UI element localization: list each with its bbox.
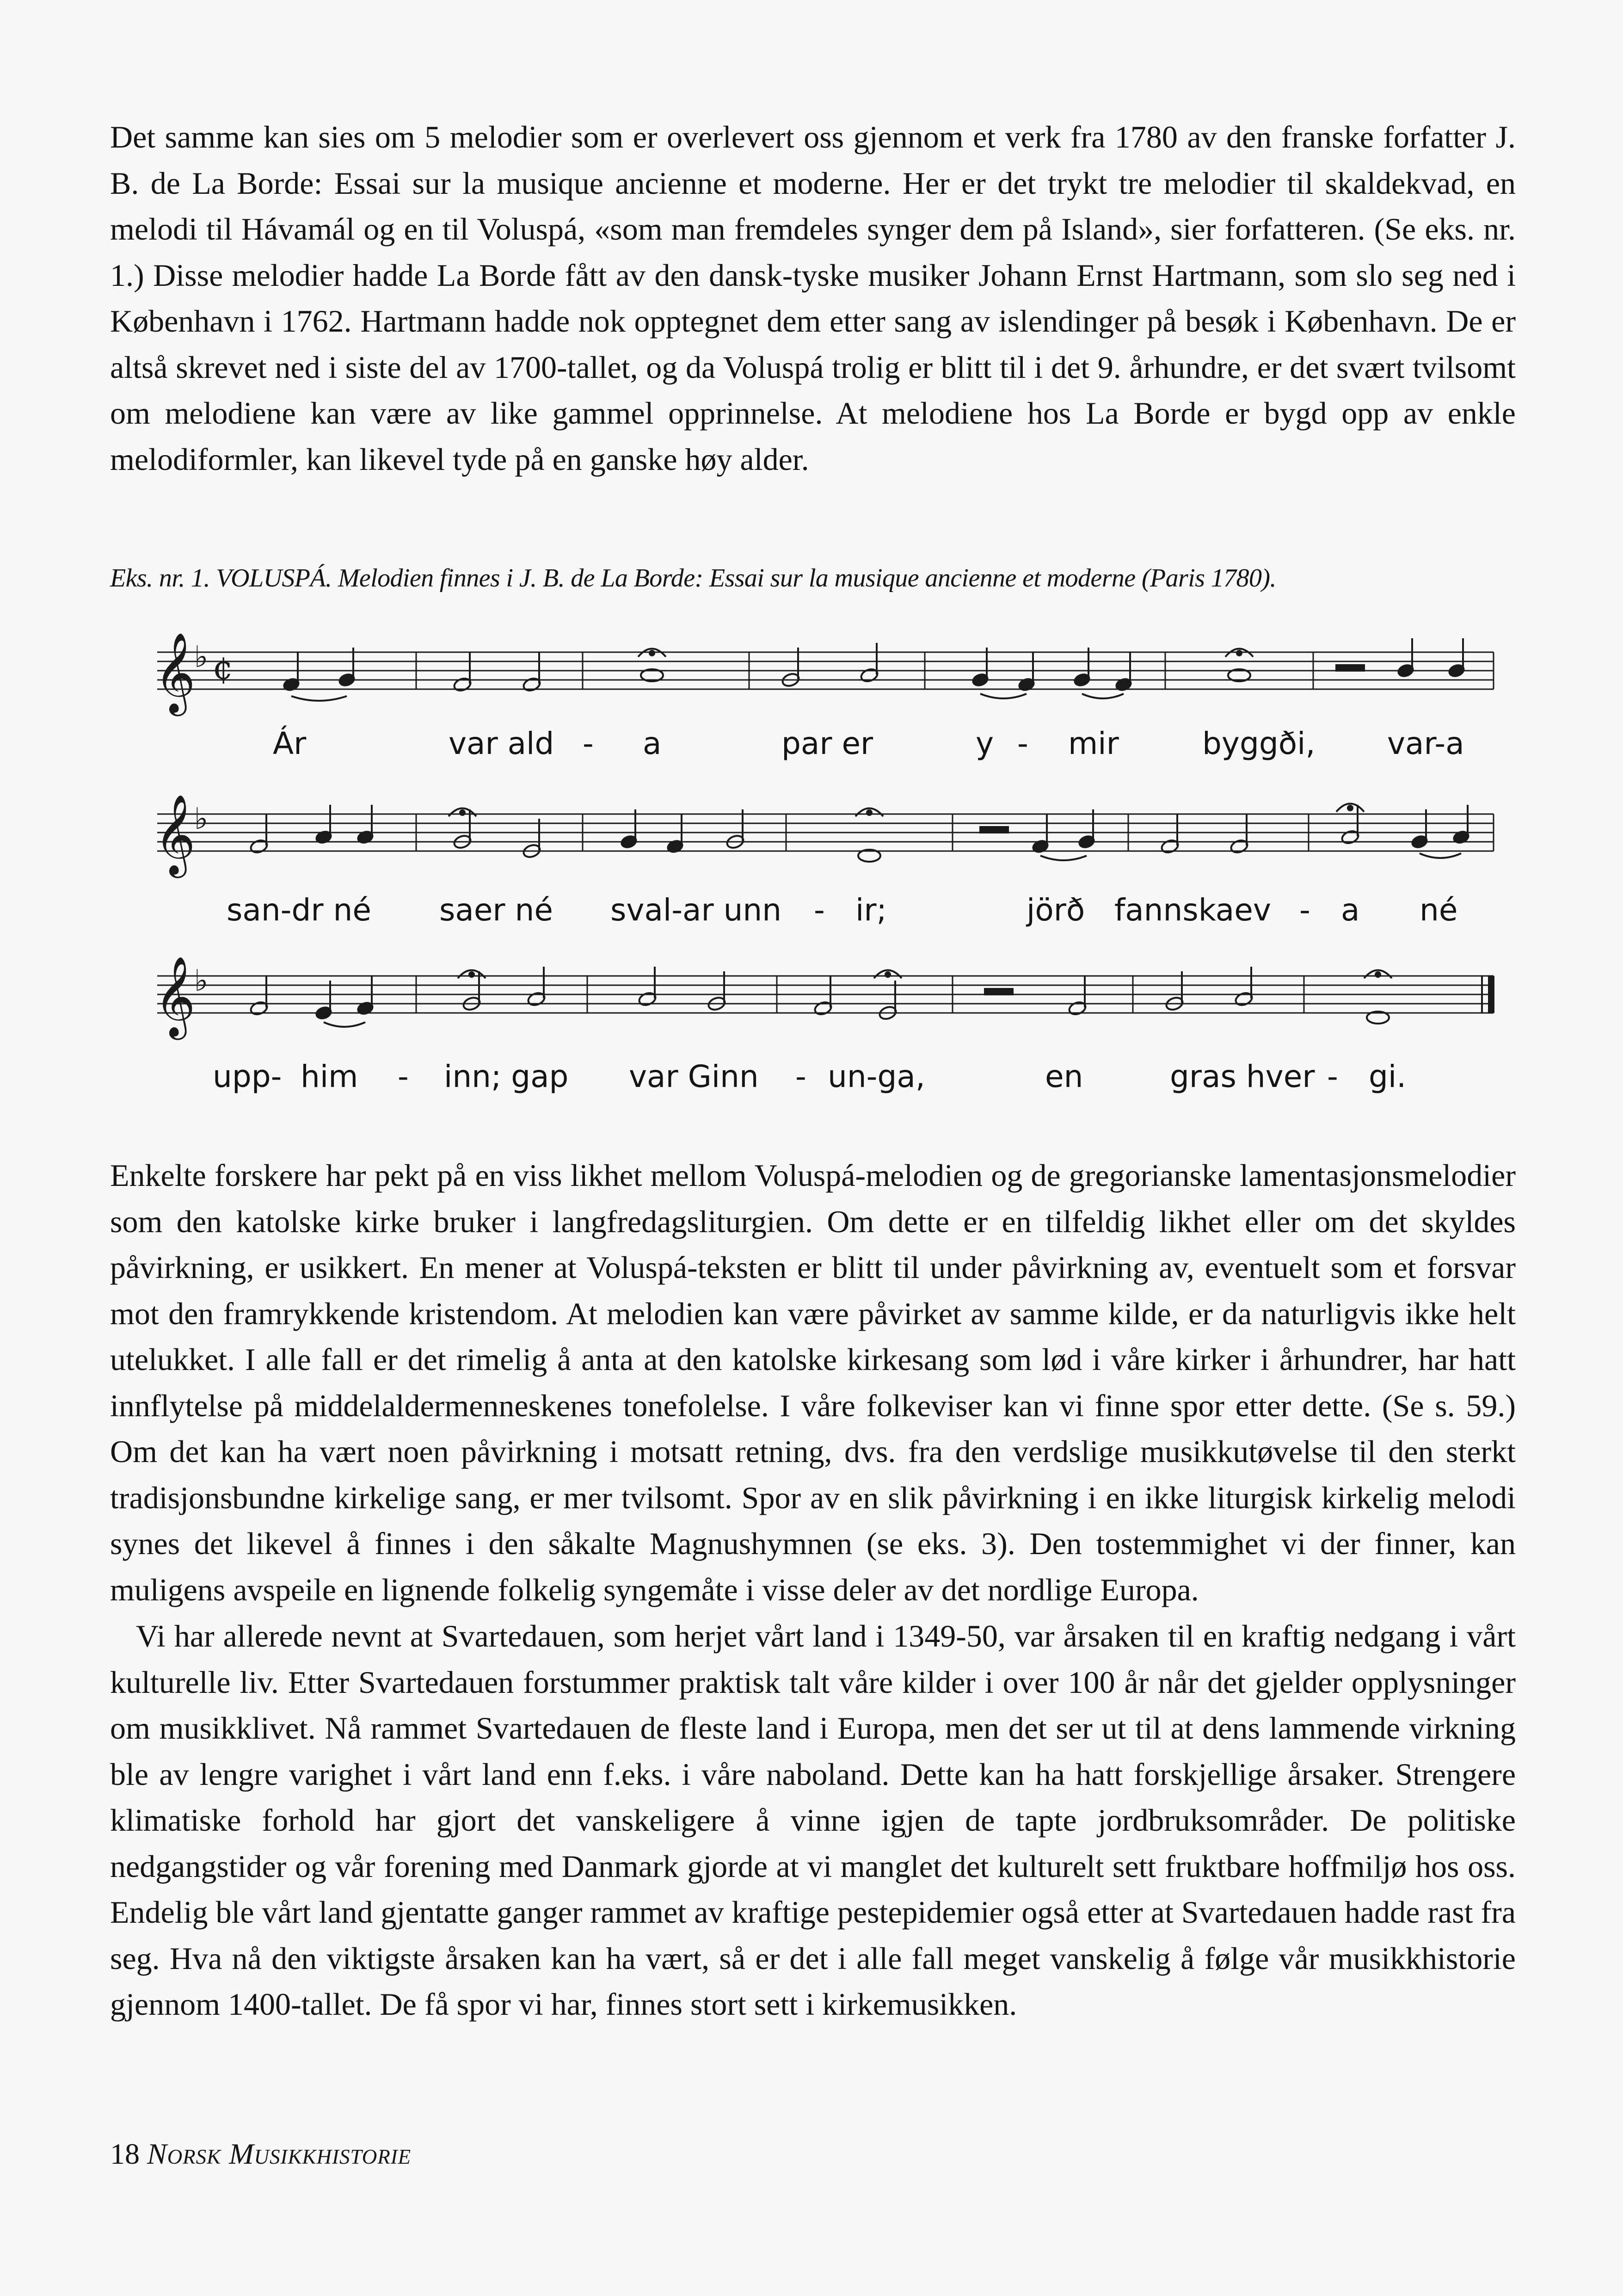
lyric: - — [795, 1059, 806, 1094]
treble-clef-icon: 𝄞 — [154, 632, 196, 713]
lyric: - — [398, 1059, 409, 1094]
paragraph-3: Vi har allerede nevnt at Svartedauen, som herjet vårt land i 1349-50, var årsaken til en kraftig nedgang i vårt kulturelle liv. Etter Svartedauen forstummer praktisk talt våre kilder i over 100 år når det gjelder opplysninger om musikklivet. Nå rammet Svartedauen de fleste land i Europa, men det ser ut til at dens lammende virkning ble av lengre varighet i vårt land enn f.eks. i våre naboland. Dette kan ha hatt forskjellige årsaker. Strengere klimatiske forhold har gjort det vanskeligere å vinne igjen de tapte jordbruksområder. De politiske nedgangstider og vår forening med Danmark gjorde at vi manglet det kulturelt sett fruktbare hoffmiljø hos oss. Endelig ble vårt land gjentatte ganger rammet av kraftige pestepidemier også etter at Svartedauen hadde rast fra seg. Hva nå den viktigste årsaken kan ha vært, så er det i alle fall meget vanskelig å følge vår musikkhistorie gjennom 1400-tallet. De få spor vi har, finnes stort sett i kirkemusikken. — [110, 1618, 1516, 2022]
lyric: - — [1017, 726, 1028, 761]
flat-icon: ♭ — [194, 802, 209, 836]
lyric: san-dr né — [227, 892, 371, 928]
book-title: Norsk Musikkhistorie — [147, 2137, 412, 2170]
lyric: var ald — [449, 726, 554, 761]
lyric: né — [1420, 892, 1458, 928]
lyric: - — [1299, 892, 1310, 928]
lyric: sval-ar unn — [610, 892, 782, 928]
lyric: un-ga, — [828, 1059, 925, 1094]
music-example — [139, 601, 1517, 1129]
paragraph-1: Det samme kan sies om 5 melodier som er overlevert oss gjennom et verk fra 1780 av den franske forfatter J. B. de La Borde: Essai sur la musique ancienne et moderne. Her er det trykt tre melodier til skaldekvad, en melodi til Hávamál og en til Voluspá, «som man fremdeles synger dem på Island», sier forfatteren. (Se eks. nr. 1.) Disse melodier hadde La Borde fått av den dansk-tyske musiker Johann Ernst Hartmann, som slo seg ned i København i 1762. Hartmann hadde nok opptegnet dem etter sang av islendinger på besøk i København. De er altså skrevet ned i siste del av 1700-tallet, og da Voluspá trolig er blitt til i det 9. århundre, er det svært tvilsomt om melodiene kan være av like gammel opprinnelse. At melodiene hos La Borde er bygd opp av enkle melodiformler, kan likevel tyde på en ganske høy alder. — [110, 119, 1516, 477]
lyric: par er — [781, 726, 873, 761]
flat-icon: ♭ — [194, 964, 209, 998]
lyric: saer né — [439, 892, 553, 928]
lyric: Ár — [273, 726, 307, 761]
lyric: fannskaev — [1114, 892, 1271, 928]
lyric: byggði, — [1202, 726, 1316, 761]
cut-time-icon: ¢ — [213, 649, 234, 687]
lyric: upp- — [213, 1059, 282, 1094]
lyric: mir — [1068, 726, 1119, 761]
lyric: jörð — [1027, 892, 1085, 928]
page-footer — [110, 2137, 411, 2171]
treble-clef-icon: 𝄞 — [154, 956, 196, 1037]
lyric: - — [583, 726, 594, 761]
flat-icon: ♭ — [194, 640, 209, 674]
staff-system-2 — [157, 814, 1494, 851]
treble-clef-icon: 𝄞 — [154, 794, 196, 875]
lyric: en — [1045, 1059, 1083, 1094]
paragraph-2: Enkelte forskere har pekt på en viss likhet mellom Voluspá-melodien og de gregorianske lamentasjonsmelodier som den katolske kirke bruker i langfredagsliturgien. Om dette er en tilfeldig likhet eller om det skyldes påvirkning, er usikkert. En mener at Voluspá-teksten er blitt til under påvirkning av, eventuelt som et forsvar mot den framrykkende kristendom. At melodien kan være påvirket av samme kilde, er da naturligvis ikke helt utelukket. I alle fall er det rimelig å anta at den katolske kirkesang som lød i våre kirker i århundrer, har hatt innflytelse på middelaldermenneskenes tonefolelse. I våre folkeviser kan vi finne spor etter dette. (Se s. 59.) Om det kan ha vært noen påvirkning i motsatt retning, dvs. fra den verdslige musikkutøvelse til den sterkt tradisjonsbundne kirkelige sang, er mer tvilsomt. Spor av en slik påvirkning i en ikke liturgisk kirkelig melodi synes det likevel å finnes i den såkalte Magnushymnen (se eks. 3). Den tostemmighet vi der finner, kan muligens avspeile en lignende folkelig syngemåte i visse deler av det nordlige Europa. — [110, 1158, 1516, 1607]
lyric: gi. — [1369, 1059, 1407, 1094]
lyric: var Ginn — [629, 1059, 759, 1094]
notes-system-1 — [283, 638, 1465, 701]
lyric: y — [976, 726, 994, 761]
page-number: 18 — [110, 2137, 140, 2170]
lyric: a — [643, 726, 662, 761]
staff-system-3 — [157, 976, 1494, 1013]
lyric: him — [301, 1059, 358, 1094]
lyric: ir; — [855, 892, 887, 928]
lyric: - — [1327, 1059, 1338, 1094]
lyric: gras hver — [1170, 1059, 1315, 1094]
lyric: a — [1341, 892, 1360, 928]
lyric: inn; gap — [444, 1059, 569, 1094]
lyric: var-a — [1387, 726, 1464, 761]
staff-system-1 — [157, 652, 1494, 689]
lyric: - — [814, 892, 825, 928]
example-caption: Eks. nr. 1. VOLUSPÁ. Melodien finnes i J. B. de La Borde: Essai sur la musique ancienne et moderne (Paris 1780). — [110, 564, 1276, 593]
